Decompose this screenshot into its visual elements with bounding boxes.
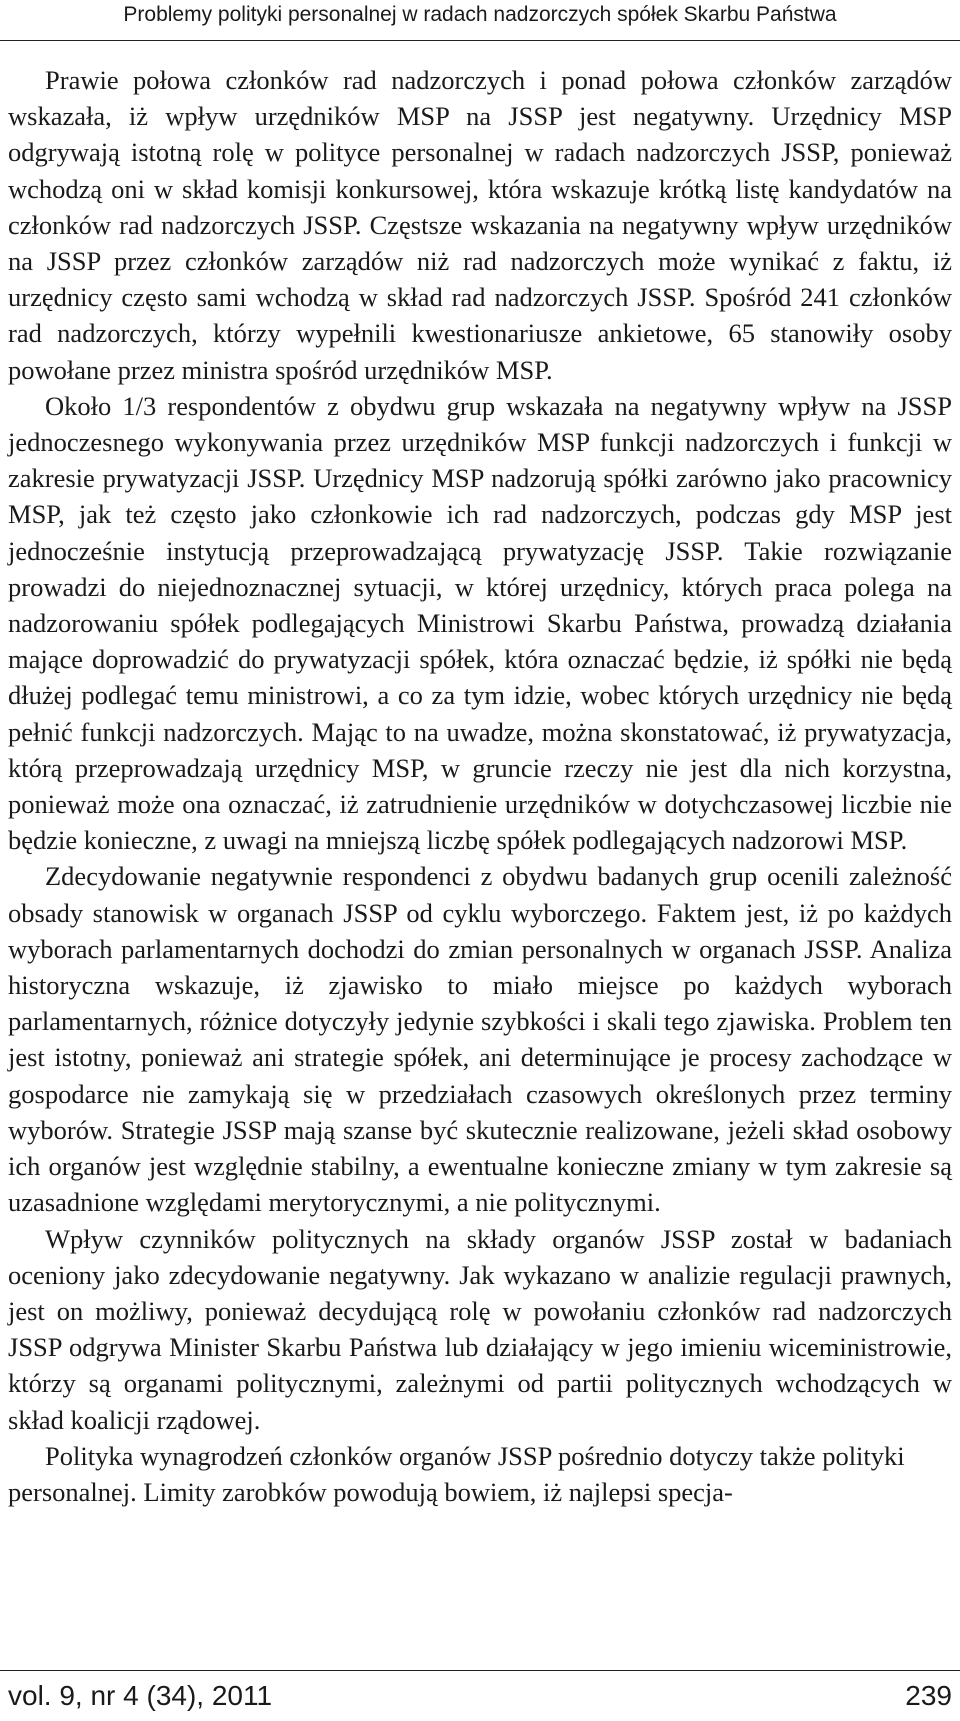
paragraph-4: Wpływ czynników politycznych na składy organów JSSP został w badaniach oceniony jako zdecydowanie negatywny. Jak wykazano w analizie regulacji prawnych, jest on możliwy, ponieważ decydującą rolę w powołaniu członków rad nadzorczych JSSP odgrywa Minister Skarbu Państwa lub działający w jego imieniu wiceministrowie, którzy są organami politycznymi, zależnymi od partii politycznych wchodzących w skład koalicji rządowej. (8, 1223, 952, 1435)
page-footer (8, 1678, 952, 1714)
paragraph-1: Prawie połowa członków rad nadzorczych i ponad połowa członków zarządów wskazała, iż wpływ urzędników MSP na JSSP jest negatywny. Urzędnicy MSP odgrywają istotną rolę w polityce personalnej w radach nadzorczych JSSP, ponieważ wchodzą oni w skład komisji konkursowej, która wskazuje krótką listę kandydatów na członków rad nadzorczych JSSP. Częstsze wskazania na negatywny wpływ urzędników na JSSP przez członków zarządów niż rad nadzorczych może wynikać z faktu, iż urzędnicy często sami wchodzą w skład rad nadzorczych JSSP. Spośród 241 członków rad nadzorczych, którzy wypełnili kwestionariusze ankietowe, 65 stanowiły osoby powołane przez ministra spośród urzędników MSP. (8, 65, 952, 385)
paragraph-5: Polityka wynagrodzeń członków organów JSSP pośrednio dotyczy także polityki personalnej. Limity zarobków powodują bowiem, iż najlepsi specja- (8, 1440, 905, 1507)
journal-issue: vol. 9, nr 4 (34), 2011 (8, 1680, 273, 1711)
article-body (8, 62, 952, 1510)
paragraph-2: Około 1/3 respondentów z obydwu grup wskazała na negatywny wpływ na JSSP jednoczesnego wykonywania przez urzędników MSP funkcji nadzorczych i funkcji w zakresie prywatyzacji JSSP. Urzędnicy MSP nadzorują spółki zarówno jako pracownicy MSP, jak też często jako członkowie ich rad nadzorczych, podczas gdy MSP jest jednocześnie instytucją przeprowadzającą prywatyzację JSSP. Takie rozwiązanie prowadzi do niejednoznacznej sytuacji, w której urzędnicy, których praca polega na nadzorowaniu spółek podlegających Ministrowi Skarbu Państwa, prowadzą działania mające doprowadzić do prywatyzacji spółek, która oznaczać będzie, iż spółki nie będą dłużej podlegać temu ministrowi, a co za tym idzie, wobec których urzędnicy nie będą pełnić funkcji nadzorczych. Mając to na uwadze, można skonstatować, iż prywatyzacja, którą przeprowadzają urzędnicy MSP, w gruncie rzeczy nie jest dla nich korzystna, ponieważ może ona oznaczać, iż zatrudnienie urzędników w dotychczasowej liczbie nie będzie konieczne, z uwagi na mniejszą liczbę spółek podlegających nadzorowi MSP. (8, 390, 952, 856)
running-header: Problemy polityki personalnej w radach nadzorczych spółek Skarbu Państwa (123, 3, 837, 26)
header-divider (0, 40, 960, 41)
paragraph-3: Zdecydowanie negatywnie respondenci z obydwu badanych grup ocenili zależność obsady stanowisk w organach JSSP od cyklu wyborczego. Faktem jest, iż po każdych wyborach parlamentarnych dochodzi do zmian personalnych w organach JSSP. Analiza historyczna wskazuje, iż zjawisko to miało miejsce po każdych wyborach parlamentarnych, różnice dotyczyły jedynie szybkości i skali tego zjawiska. Problem ten jest istotny, ponieważ ani strategie spółek, ani determinujące je procesy zachodzące w gospodarce nie zamykają się w przedziałach czasowych określonych przez terminy wyborów. Strategie JSSP mają szanse być skutecznie realizowane, jeżeli skład osobowy ich organów jest względnie stabilny, a ewentualne konieczne zmiany w tym zakresie są uzasadnione względami merytorycznymi, a nie politycznymi. (8, 861, 952, 1218)
footer-divider (0, 1670, 960, 1671)
page-number: 239 (905, 1680, 952, 1711)
